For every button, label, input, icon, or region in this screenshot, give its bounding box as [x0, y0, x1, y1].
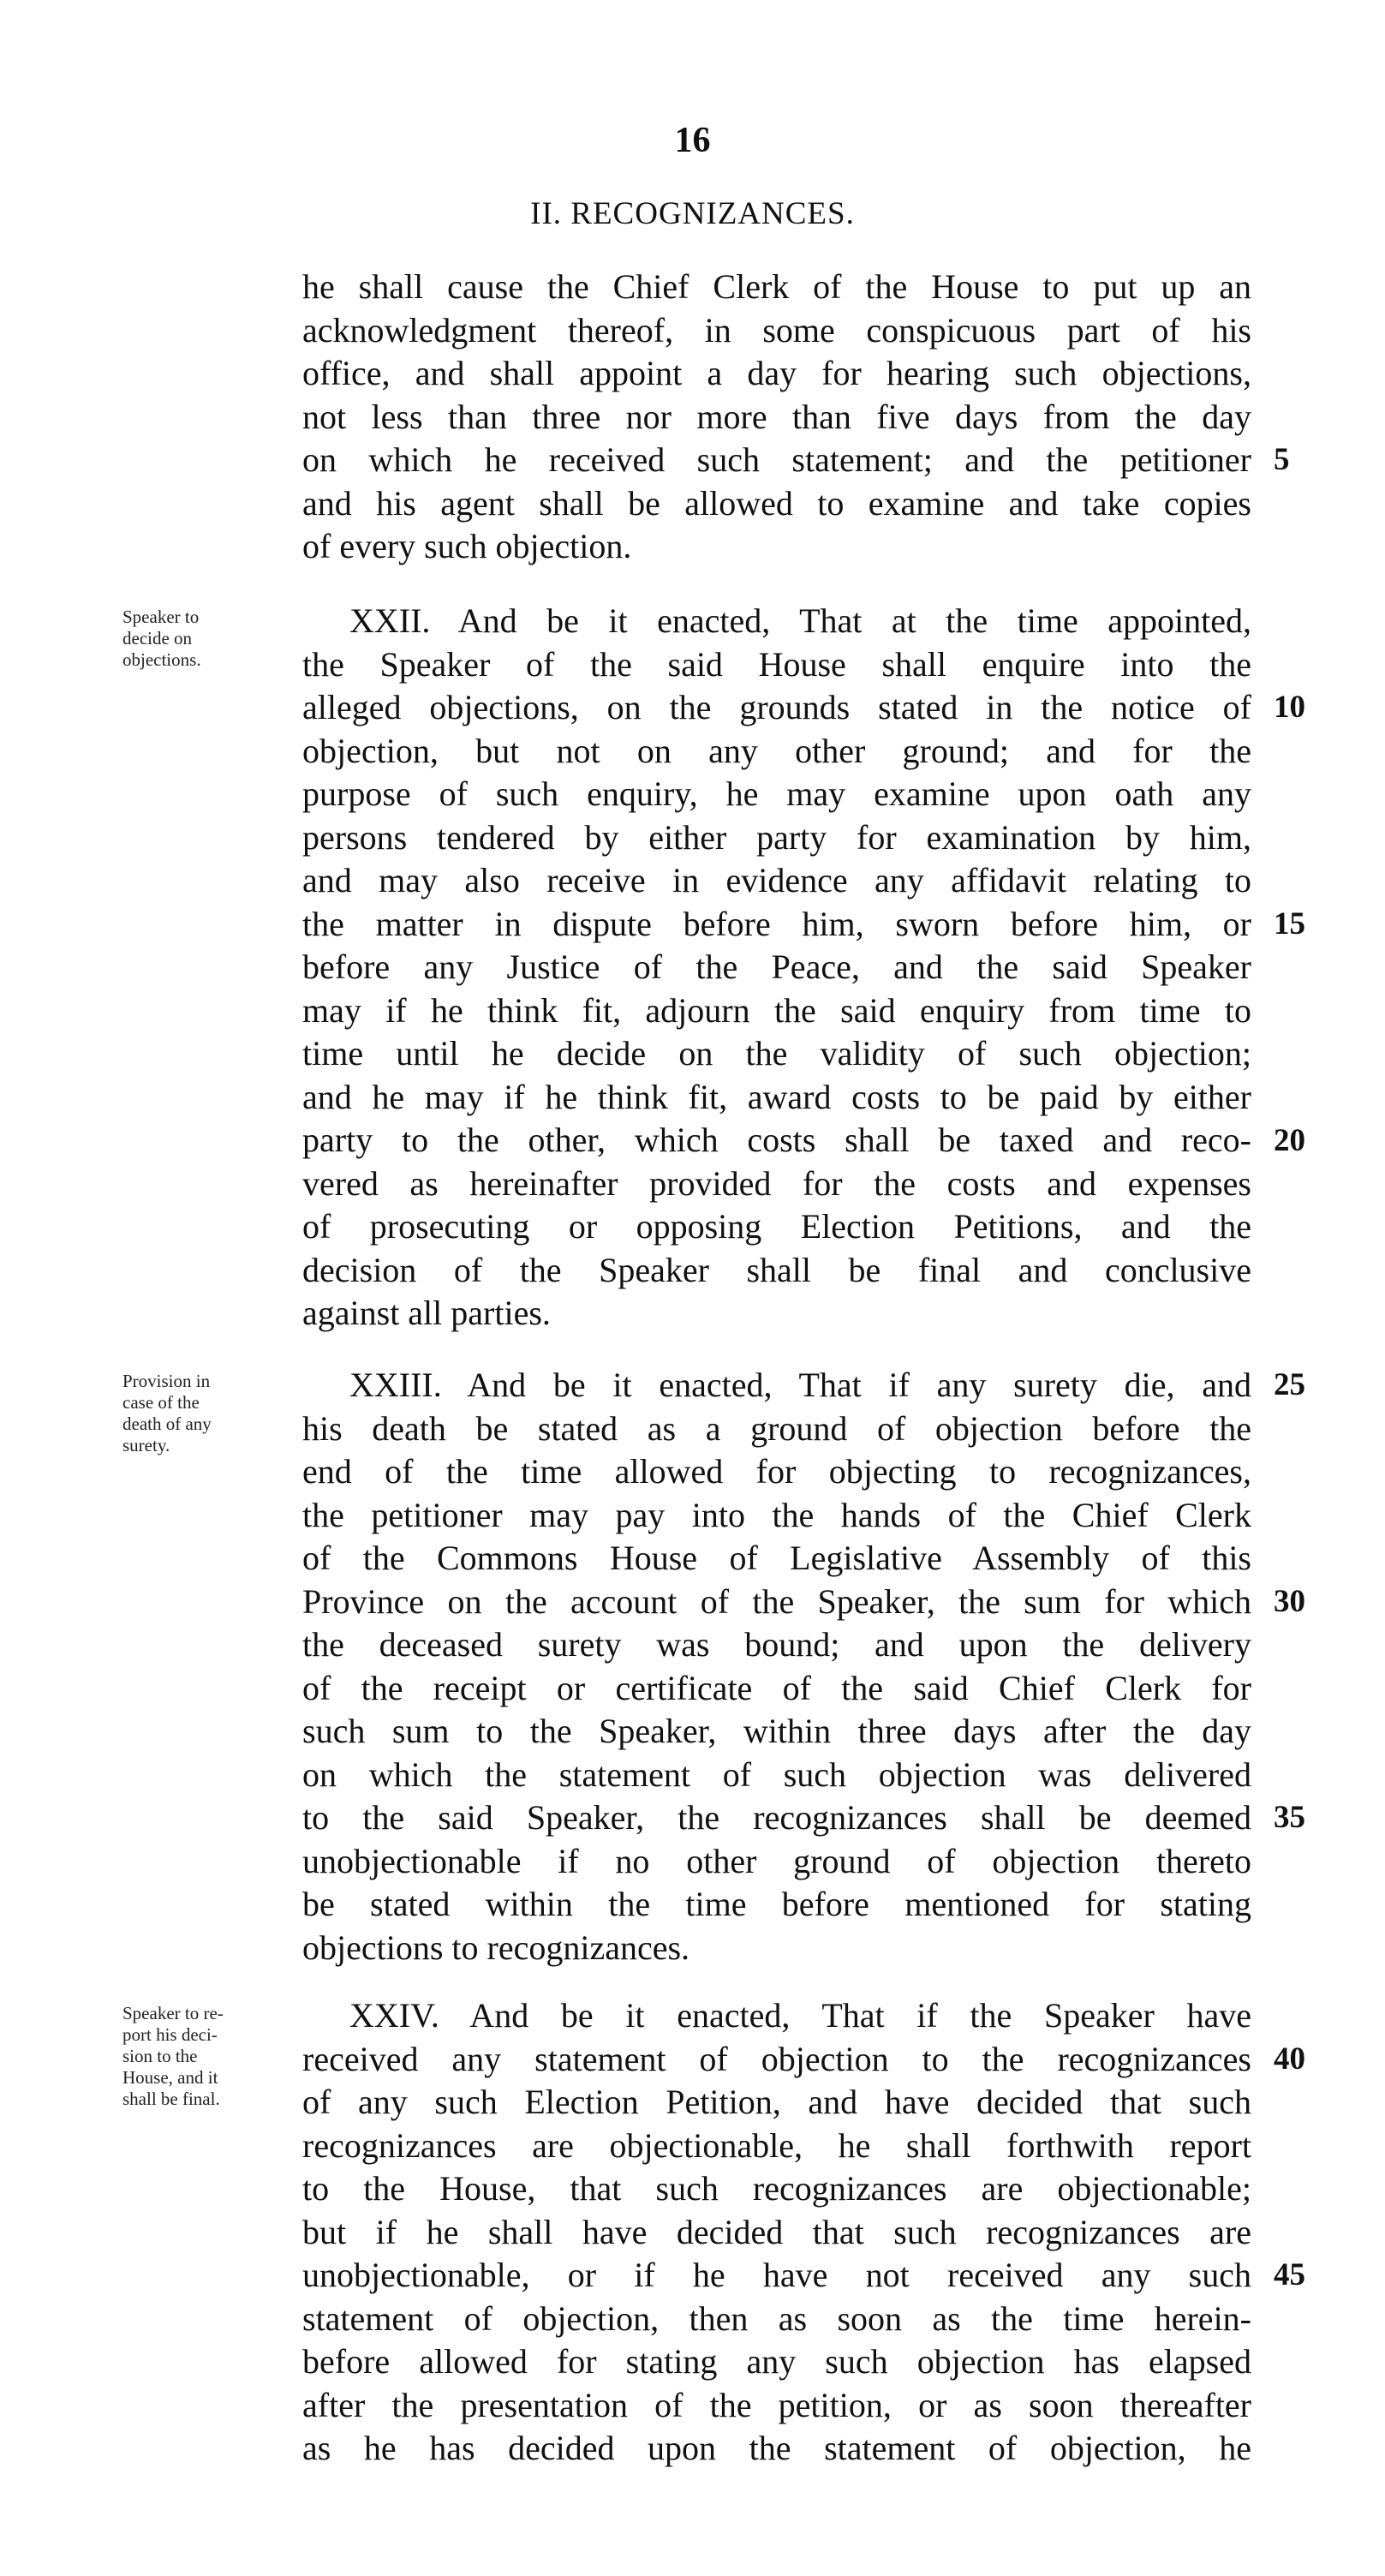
marginal-line: Provision in — [122, 1371, 211, 1391]
text-line: end of the time allowed for objecting to recognizances, — [302, 1452, 1251, 1491]
line-number: 45 — [1274, 2257, 1305, 2292]
text-line: unobjectionable if no other ground of objection thereto — [302, 1841, 1251, 1880]
text-line: not less than three nor more than five days from the day — [302, 397, 1251, 436]
text-line: to the House, that such recognizances are objectionable; — [302, 2169, 1251, 2208]
text-line: to the said Speaker, the recognizances shall be deemed — [302, 1798, 1251, 1837]
text-line: the petitioner may pay into the hands of the Chief Clerk — [302, 1495, 1251, 1534]
line-number: 40 — [1274, 2041, 1305, 2077]
text-line: XXIV. And be it enacted, That if the Speaker have — [349, 1996, 1251, 2035]
text-line: against all parties. — [302, 1294, 551, 1332]
text-line: unobjectionable, or if he have not received any such — [302, 2256, 1251, 2294]
text-line: of every such objection. — [302, 527, 632, 565]
marginal-line: Speaker to re- — [122, 2003, 224, 2023]
marginal-line: case of the — [122, 1392, 200, 1413]
line-number: 35 — [1274, 1800, 1305, 1835]
text-line: be stated within the time before mentioned for stating — [302, 1885, 1251, 1923]
line-number: 10 — [1274, 690, 1305, 725]
text-line: persons tendered by either party for examination by him, — [302, 817, 1251, 857]
text-line: the Speaker of the said House shall enquire into the — [302, 644, 1251, 684]
running-head: II. RECOGNIZANCES. — [530, 196, 855, 231]
section-xxiii — [302, 1364, 1251, 1969]
text-line: the matter in dispute before him, sworn before him, or — [302, 904, 1251, 943]
text-line: his death be stated as a ground of objection before the — [302, 1408, 1251, 1448]
line-number: 30 — [1274, 1584, 1305, 1619]
text-line: after the presentation of the petition, or as soon thereafter — [302, 2385, 1251, 2424]
text-line: XXII. And be it enacted, That at the time appointed, — [349, 601, 1251, 640]
text-line: on which the statement of such objection was delivered — [302, 1754, 1251, 1794]
line-number: 15 — [1274, 906, 1305, 941]
marginal-line: death of any — [122, 1414, 212, 1434]
text-line: of prosecuting or opposing Election Petitions, and the — [302, 1207, 1251, 1246]
paragraph-continuation — [302, 266, 1251, 569]
text-line: but if he shall have decided that such recognizances are — [302, 2212, 1251, 2251]
text-line: party to the other, which costs shall be taxed and reco- — [302, 1121, 1251, 1159]
text-line: of the receipt or certificate of the said Chief Clerk for — [302, 1668, 1251, 1707]
text-line: the deceased surety was bound; and upon the delivery — [302, 1625, 1251, 1664]
text-line: alleged objections, on the grounds stated in the notice of — [302, 688, 1251, 726]
text-line: objection, but not on any other ground; and for the — [302, 731, 1251, 770]
text-line: vered as hereinafter provided for the costs and expenses — [302, 1163, 1251, 1203]
marginal-line: House, and it — [122, 2067, 218, 2088]
marginal-line: shall be final. — [122, 2089, 220, 2109]
text-line: may if he think fit, adjourn the said enquiry from time to — [302, 990, 1251, 1030]
text-line: XXIII. And be it enacted, That if any surety die, and — [349, 1366, 1251, 1404]
text-line: objections to recognizances. — [302, 1928, 690, 1967]
text-line: Province on the account of the Speaker, the sum for which — [302, 1581, 1251, 1621]
text-line: of any such Election Petition, and have decided that such — [302, 2083, 1251, 2121]
section-xxiv — [302, 1994, 1251, 2471]
text-line: decision of the Speaker shall be final and conclusive — [302, 1250, 1251, 1289]
line-number: 25 — [1274, 1367, 1305, 1402]
text-line: before allowed for stating any such objection has elapsed — [302, 2342, 1251, 2381]
text-line: he shall cause the Chief Clerk of the House to put up an — [302, 267, 1251, 306]
marginal-line: port his deci- — [122, 2024, 218, 2045]
line-number: 5 — [1274, 442, 1290, 477]
marginal-line: sion to the — [122, 2046, 198, 2066]
marginal-line: decide on — [122, 628, 193, 648]
text-line: and he may if he think fit, award costs to be paid by either — [302, 1077, 1251, 1116]
text-line: received any statement of objection to the recognizances — [302, 2039, 1251, 2078]
text-line: as he has decided upon the statement of objection, he — [302, 2429, 1251, 2467]
line-number: 20 — [1274, 1123, 1305, 1158]
text-line: and his agent shall be allowed to examine and take copies — [302, 483, 1251, 523]
marginal-note-speaker-report — [122, 2003, 298, 2110]
marginal-note-speaker-decide — [122, 607, 298, 671]
text-line: of the Commons House of Legislative Assembly of this — [302, 1539, 1251, 1577]
marginal-line: objections. — [122, 649, 201, 670]
text-line: purpose of such enquiry, he may examine upon oath any — [302, 774, 1251, 813]
page-number: 16 — [674, 121, 711, 160]
section-xxii — [302, 600, 1251, 1336]
text-line: recognizances are objectionable, he shall forthwith report — [302, 2125, 1251, 2165]
text-line: before any Justice of the Peace, and the said Speaker — [302, 947, 1251, 986]
text-line: on which he received such statement; and the petitioner — [302, 440, 1251, 479]
text-line: time until he decide on the validity of such objection; — [302, 1034, 1251, 1073]
text-line: office, and shall appoint a day for hearing such objections, — [302, 354, 1251, 392]
text-line: statement of objection, then as soon as the time herein- — [302, 2298, 1251, 2338]
marginal-line: Speaker to — [122, 607, 200, 627]
marginal-note-death-of-surety — [122, 1371, 298, 1456]
text-line: acknowledgment thereof, in some conspicuous part of his — [302, 310, 1251, 350]
text-line: and may also receive in evidence any affidavit relating to — [302, 861, 1251, 900]
marginal-line: surety. — [122, 1435, 170, 1455]
text-line: such sum to the Speaker, within three days after the day — [302, 1712, 1251, 1750]
